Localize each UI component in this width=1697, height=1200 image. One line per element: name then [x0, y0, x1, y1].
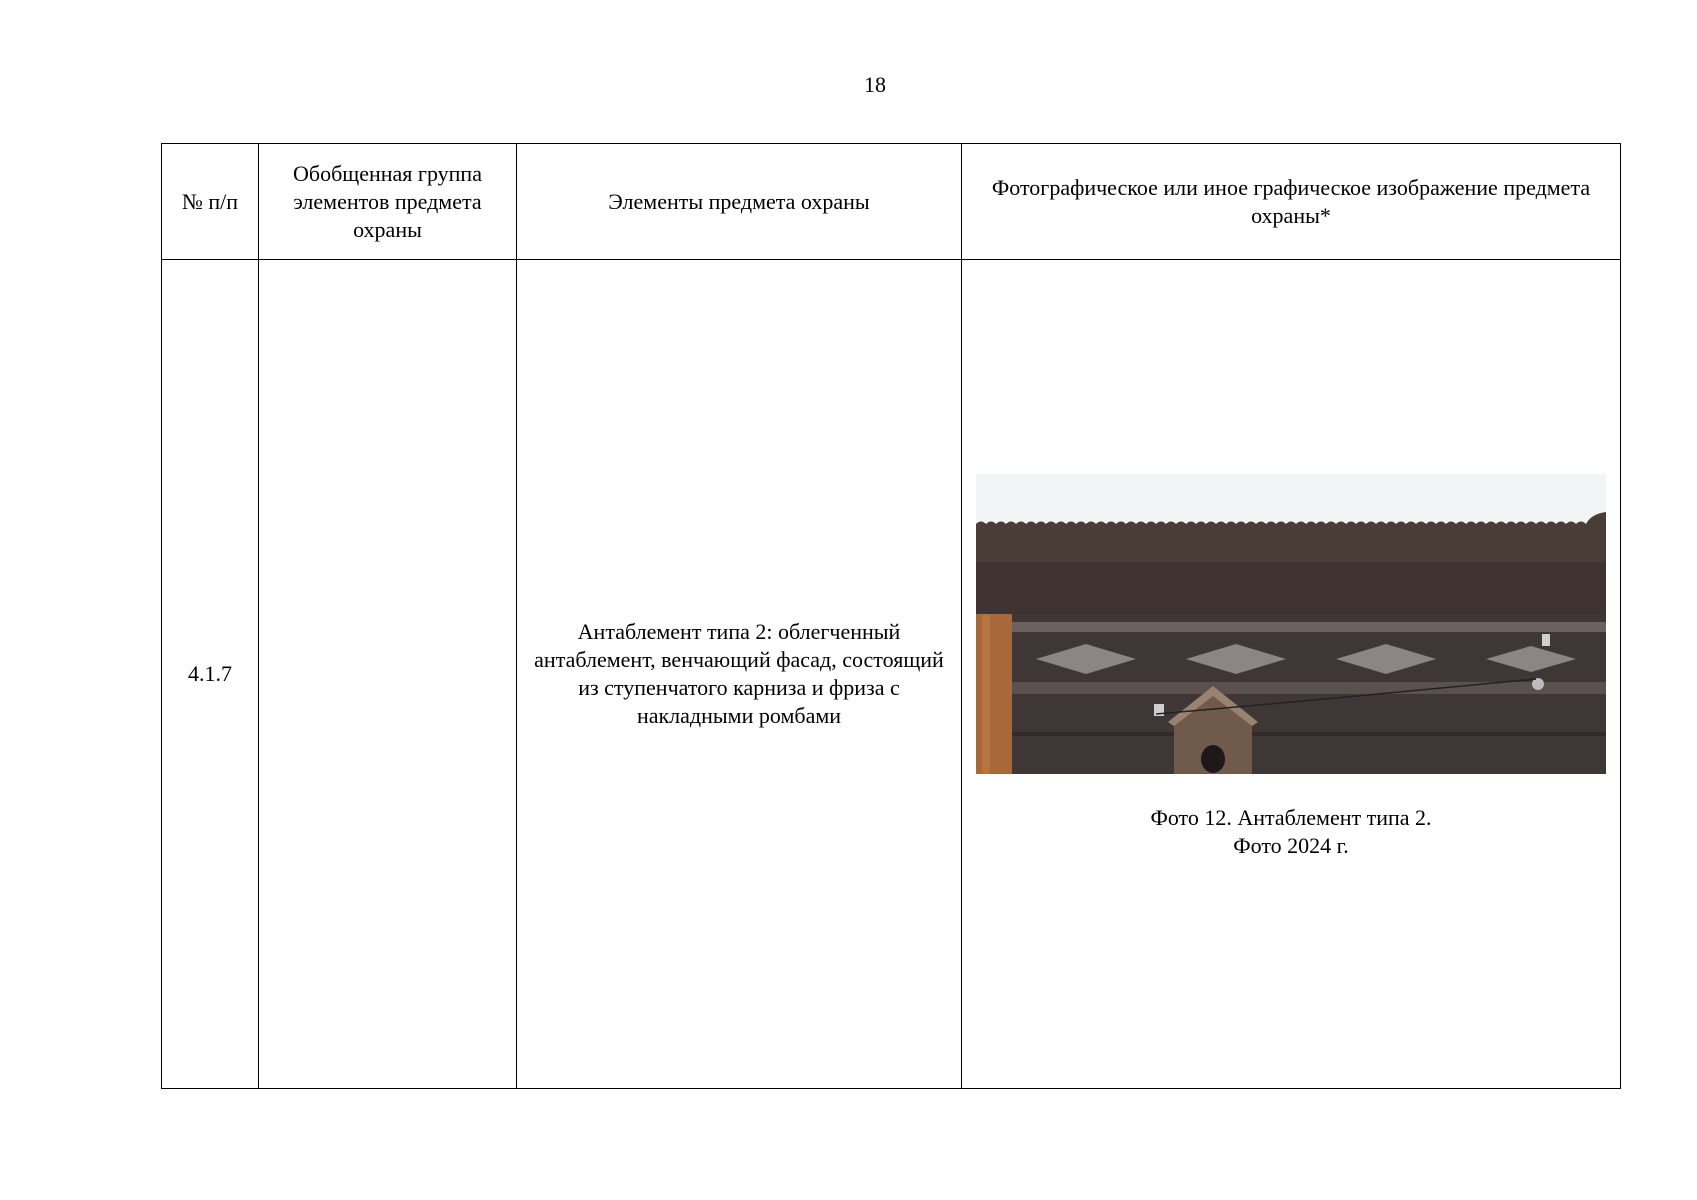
row-photo-cell: [962, 260, 1621, 1089]
protection-table: [161, 143, 1621, 1089]
table-row: [162, 260, 1621, 1089]
photo-caption-line-2: Фото 2024 г.: [1233, 833, 1349, 858]
entablature-photo: [976, 474, 1606, 774]
page-number: 18: [864, 72, 886, 97]
table-header-row: [162, 144, 1621, 260]
header-number: № п/п: [162, 144, 259, 260]
header-image: Фотографическое или иное графическое изображение предмета охраны*: [962, 144, 1621, 260]
header-elements: Элементы предмета охраны: [517, 144, 962, 260]
photo-caption-line-1: Фото 12. Антаблемент типа 2.: [1150, 805, 1432, 830]
row-group: [259, 260, 517, 1089]
row-element-description: Антаблемент типа 2: облегченный антаблемент, венчающий фасад, состоящий из ступенчатого карниза и фриза с накладными ромбами: [517, 260, 962, 1089]
header-group: Обобщенная группа элементов предмета охраны: [259, 144, 517, 260]
row-number: 4.1.7: [162, 260, 259, 1089]
photo-block: [976, 474, 1606, 858]
photo-caption: [976, 804, 1606, 860]
